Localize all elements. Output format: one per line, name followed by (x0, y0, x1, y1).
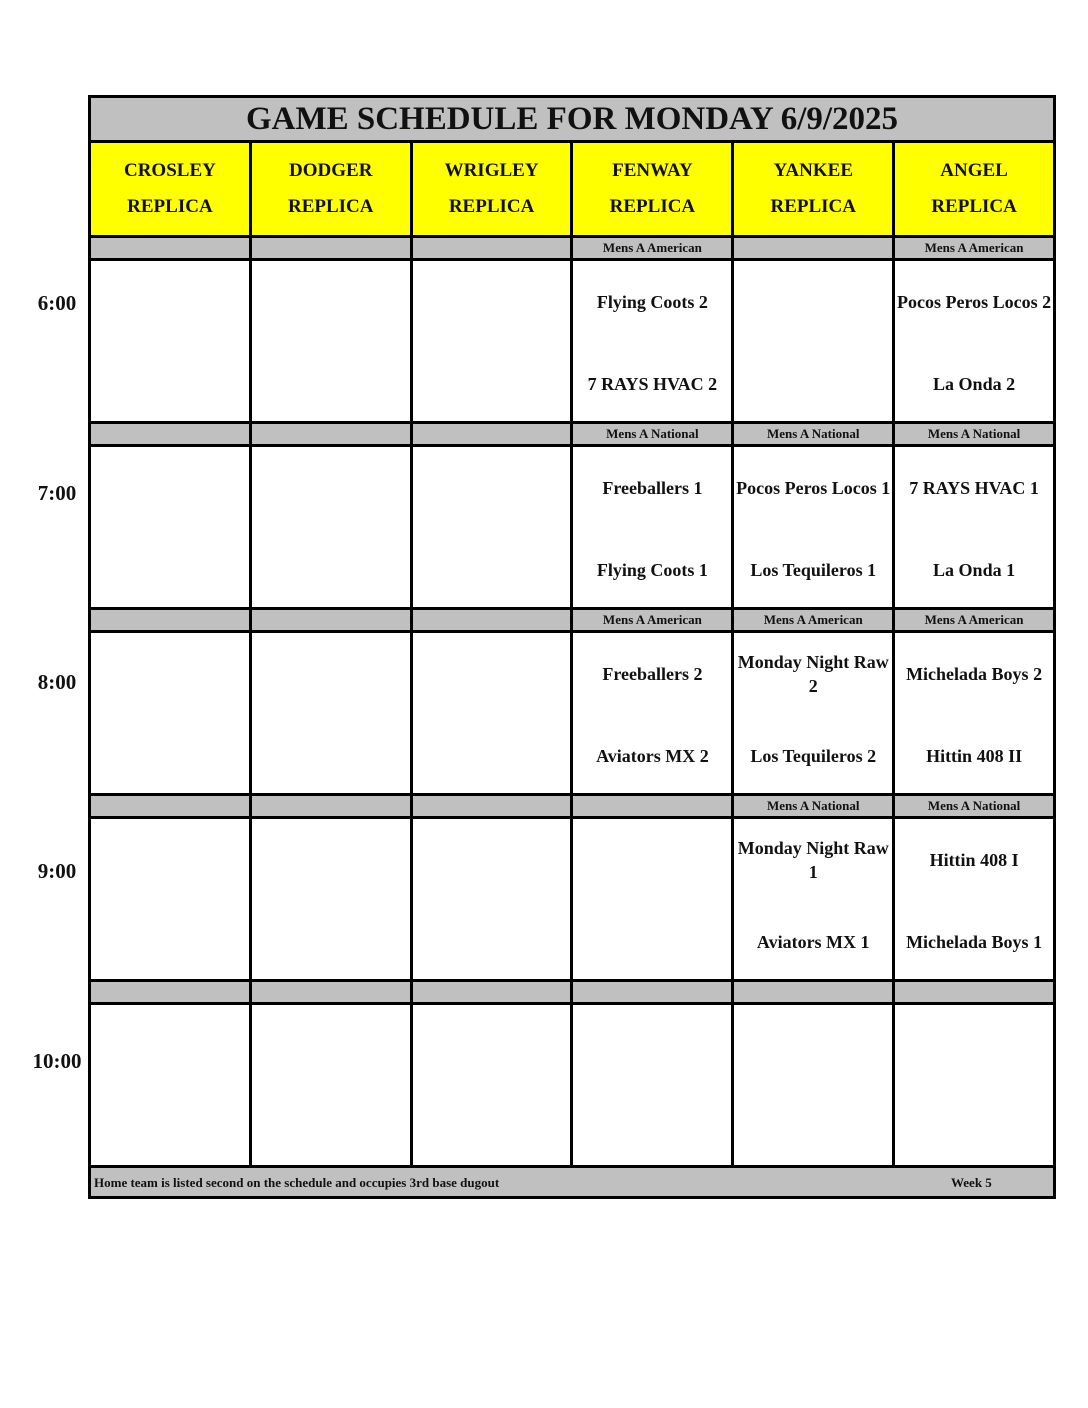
game-slot (90, 818, 251, 981)
game-slot (250, 446, 411, 609)
game-slot (572, 260, 733, 423)
division-label (250, 609, 411, 632)
game-slot (733, 446, 894, 609)
schedule-title: GAME SCHEDULE FOR MONDAY 6/9/2025 (90, 97, 1055, 142)
game-slot (572, 632, 733, 795)
division-label: Mens A American (572, 237, 733, 260)
division-label (411, 237, 572, 260)
field-header-row (90, 142, 1055, 237)
division-label (894, 981, 1055, 1004)
field-header-yankee (733, 142, 894, 237)
home-team: Los Tequileros 1 (750, 560, 877, 580)
game-slot (894, 1004, 1055, 1167)
division-label (411, 795, 572, 818)
game-slot (733, 260, 894, 423)
away-team: Pocos Peros Locos 2 (896, 292, 1052, 312)
division-label (90, 423, 251, 446)
away-team: Flying Coots 2 (596, 292, 708, 312)
game-slot (250, 260, 411, 423)
game-slot (90, 446, 251, 609)
home-team: Aviators MX 2 (596, 746, 709, 766)
footer-bar (90, 1167, 1055, 1198)
division-label (90, 237, 251, 260)
home-team: Michelada Boys 1 (906, 932, 1043, 952)
away-team: Freeballers 1 (602, 478, 703, 498)
home-team: Flying Coots 1 (596, 560, 708, 580)
field-header-crosley (90, 142, 251, 237)
field-header-angel (894, 142, 1055, 237)
field-header-wrigley (411, 142, 572, 237)
field-header-fenway (572, 142, 733, 237)
division-row (90, 237, 1055, 260)
field-header-dodger (250, 142, 411, 237)
game-slot (90, 260, 251, 423)
division-row (90, 423, 1055, 446)
field-name: CROSLEY (123, 160, 216, 181)
division-label (733, 237, 894, 260)
division-label (411, 609, 572, 632)
division-label (572, 795, 733, 818)
schedule-table (88, 95, 1056, 1199)
home-team: Aviators MX 1 (756, 932, 870, 952)
game-slot (733, 632, 894, 795)
division-label: Mens A American (572, 609, 733, 632)
game-slot (90, 1004, 251, 1167)
division-label: Mens A National (894, 423, 1055, 446)
division-label (250, 981, 411, 1004)
field-name: YANKEE (773, 160, 853, 181)
division-label (90, 609, 251, 632)
game-slot (411, 818, 572, 981)
away-team: Pocos Peros Locos 1 (736, 478, 891, 498)
week-label: Week 5 (951, 1175, 992, 1190)
division-label (411, 423, 572, 446)
time-label-9: 9:00 (37, 859, 77, 883)
game-row (90, 446, 1055, 609)
division-row (90, 609, 1055, 632)
home-team: La Onda 2 (933, 374, 1016, 394)
time-label-8: 8:00 (37, 670, 77, 694)
field-name: FENWAY (612, 160, 693, 181)
division-label: Mens A American (894, 609, 1055, 632)
field-subtitle: REPLICA (448, 196, 535, 217)
away-team: Freeballers 2 (602, 664, 703, 684)
game-row (90, 260, 1055, 423)
game-slot (411, 260, 572, 423)
field-name: DODGER (289, 160, 373, 181)
time-label-6: 6:00 (37, 291, 77, 315)
game-slot (411, 446, 572, 609)
away-team: Hittin 408 I (929, 850, 1019, 870)
game-slot (894, 632, 1055, 795)
field-name: ANGEL (940, 160, 1008, 181)
division-label (250, 795, 411, 818)
game-slot (894, 818, 1055, 981)
division-label (572, 981, 733, 1004)
away-team: Monday Night Raw 2 (737, 652, 889, 696)
division-label: Mens A National (733, 423, 894, 446)
game-slot (894, 446, 1055, 609)
division-label: Mens A National (572, 423, 733, 446)
game-slot (572, 1004, 733, 1167)
division-label (250, 237, 411, 260)
division-label (90, 981, 251, 1004)
division-label: Mens A National (894, 795, 1055, 818)
game-slot (411, 632, 572, 795)
division-row (90, 795, 1055, 818)
division-label: Mens A American (894, 237, 1055, 260)
game-row (90, 632, 1055, 795)
home-team: 7 RAYS HVAC 2 (587, 374, 718, 394)
game-slot (894, 260, 1055, 423)
field-subtitle: REPLICA (127, 196, 213, 217)
game-row (90, 818, 1055, 981)
game-slot (733, 1004, 894, 1167)
time-label-7: 7:00 (37, 481, 77, 505)
division-label (411, 981, 572, 1004)
away-team: 7 RAYS HVAC 1 (909, 478, 1039, 498)
division-label: Mens A American (733, 609, 894, 632)
game-slot (572, 818, 733, 981)
division-label (733, 981, 894, 1004)
game-slot (250, 1004, 411, 1167)
game-slot (250, 818, 411, 981)
division-label (250, 423, 411, 446)
game-slot (572, 446, 733, 609)
game-slot (90, 632, 251, 795)
home-team: Hittin 408 II (926, 746, 1023, 766)
field-subtitle: REPLICA (287, 196, 374, 217)
division-label: Mens A National (733, 795, 894, 818)
game-slot (250, 632, 411, 795)
division-label (90, 795, 251, 818)
home-team: La Onda 1 (933, 560, 1016, 580)
home-team: Los Tequileros 2 (750, 746, 877, 766)
time-label-10: 10:00 (32, 1049, 82, 1073)
game-slot (411, 1004, 572, 1167)
game-row (90, 1004, 1055, 1167)
away-team: Monday Night Raw 1 (737, 838, 889, 882)
field-subtitle: REPLICA (609, 196, 696, 217)
game-slot (733, 818, 894, 981)
field-subtitle: REPLICA (770, 196, 856, 217)
field-name: WRIGLEY (444, 160, 539, 181)
division-row (90, 981, 1055, 1004)
field-subtitle: REPLICA (931, 196, 1017, 217)
footer-note: Home team is listed second on the schedule and occupies 3rd base dugout (94, 1175, 500, 1190)
away-team: Michelada Boys 2 (906, 664, 1043, 684)
